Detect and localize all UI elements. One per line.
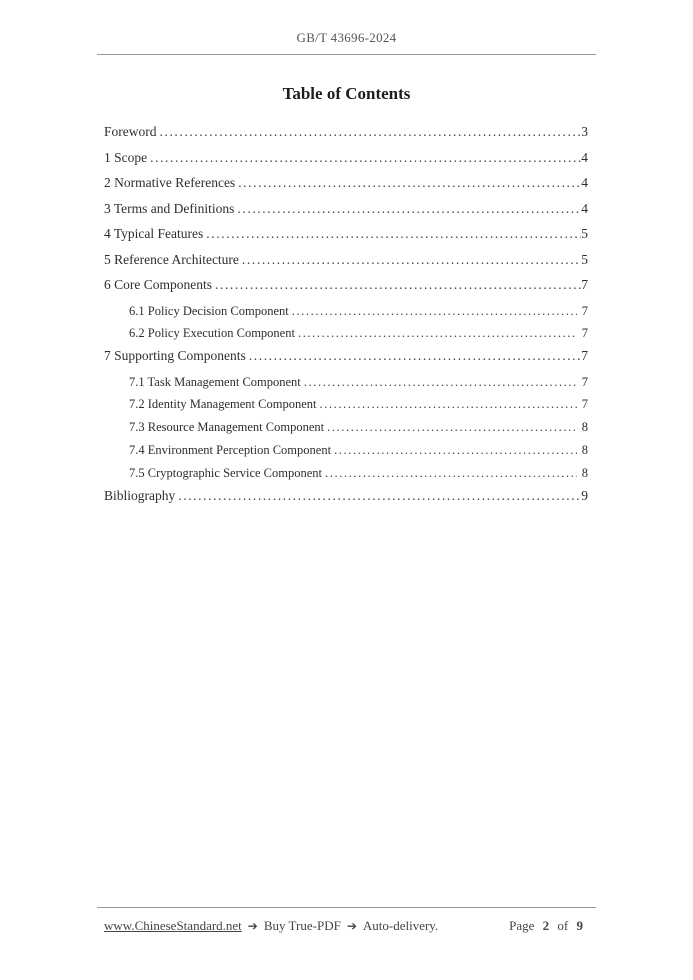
toc-entry[interactable] [97, 226, 596, 242]
footer-step-buy: Buy True-PDF [263, 918, 341, 933]
toc-leader-dots [237, 201, 581, 217]
toc-entry[interactable] [97, 252, 596, 268]
toc-entry[interactable] [97, 348, 596, 364]
toc-leader-dots [178, 488, 581, 504]
toc-leader-dots [215, 277, 581, 293]
toc-entry-page: 5 [581, 226, 588, 241]
toc-entry-page: 7 [581, 397, 588, 412]
toc-entry[interactable] [97, 488, 596, 504]
toc-entry[interactable] [97, 396, 596, 412]
toc-leader-dots [238, 175, 581, 191]
toc-entry-page: 8 [581, 442, 588, 457]
toc-entry-label: 7.5 Cryptographic Service Component [129, 465, 323, 480]
header-divider [97, 54, 596, 55]
page-header [0, 0, 693, 55]
toc-leader-dots [242, 252, 581, 268]
document-code: GB/T 43696-2024 [296, 30, 397, 45]
footer-left [104, 918, 438, 934]
toc-leader-dots [160, 124, 582, 140]
toc-entry-label: 3 Terms and Definitions [104, 200, 235, 216]
toc-leader-dots [319, 396, 576, 412]
toc-entry-label: 7.2 Identity Management Component [129, 397, 317, 412]
toc-entry[interactable] [97, 374, 596, 390]
toc-entry-page: 4 [581, 175, 588, 190]
toc-entry-page: 8 [581, 420, 588, 435]
toc-entry[interactable] [97, 303, 596, 319]
page-label: Page [509, 918, 535, 933]
toc-leader-dots [206, 226, 581, 242]
toc-entry-label: 1 Scope [104, 149, 148, 165]
toc-entry[interactable] [97, 201, 596, 217]
toc-entry-page: 7 [581, 348, 588, 364]
toc-entry-page: 7 [581, 326, 588, 341]
toc-entry[interactable] [97, 325, 596, 341]
toc-entry-label: Foreword [104, 124, 157, 139]
toc-leader-dots [304, 374, 577, 390]
footer-step-delivery: Auto-delivery. [362, 918, 439, 933]
current-page-number: 2 [542, 918, 550, 933]
website-link[interactable]: www.ChineseStandard.net [104, 918, 242, 933]
toc-leader-dots [298, 325, 577, 341]
toc-entry[interactable] [97, 150, 596, 166]
toc-entry-label: 4 Typical Features [104, 226, 204, 241]
toc-entry-label: 5 Reference Architecture [104, 251, 239, 267]
toc-entry-page: 4 [581, 200, 588, 216]
toc-entry-page: 7 [581, 277, 588, 292]
toc-entry-label: 7.1 Task Management Component [129, 374, 301, 389]
page-title: Table of Contents [282, 84, 411, 103]
toc-leader-dots [249, 348, 581, 364]
toc-entry-page: 9 [581, 487, 588, 503]
toc-leader-dots [325, 465, 577, 481]
toc-leader-dots [327, 419, 577, 435]
toc-entry-label: 6 Core Components [104, 277, 212, 292]
toc-entry-page: 7 [581, 374, 588, 389]
toc-entry[interactable] [97, 277, 596, 293]
toc-entry-page: 8 [581, 465, 588, 480]
toc-entry-label: 6.2 Policy Execution Component [129, 326, 295, 341]
toc-list [97, 124, 596, 504]
footer-row [104, 918, 583, 934]
toc-entry-label: Bibliography [104, 487, 176, 503]
arrow-right-icon: ➔ [346, 919, 357, 933]
toc-entry-label: 7.4 Environment Perception Component [129, 442, 332, 457]
page-indicator [504, 918, 583, 934]
toc-entry[interactable] [97, 442, 596, 458]
toc-leader-dots [334, 442, 577, 458]
toc-entry-label: 6.1 Policy Decision Component [129, 303, 289, 318]
total-page-number: 9 [576, 918, 583, 933]
toc-leader-dots [150, 150, 581, 166]
toc-entry-label: 7.3 Resource Management Component [129, 420, 325, 435]
of-label: of [557, 918, 569, 933]
toc-entry[interactable] [97, 465, 596, 481]
toc-entry-page: 4 [581, 149, 588, 165]
page-footer [0, 907, 693, 934]
toc-leader-dots [292, 303, 577, 319]
toc-entry-page: 3 [581, 124, 588, 139]
toc-entry-page: 5 [581, 251, 588, 267]
toc-entry-page: 7 [581, 303, 588, 318]
toc-entry[interactable] [97, 175, 596, 191]
toc-entry[interactable] [97, 124, 596, 140]
toc-entry-label: 2 Normative References [104, 175, 236, 190]
toc-entry-label: 7 Supporting Components [104, 348, 246, 364]
arrow-right-icon: ➔ [247, 919, 258, 933]
footer-divider [97, 907, 596, 908]
toc-entry[interactable] [97, 419, 596, 435]
